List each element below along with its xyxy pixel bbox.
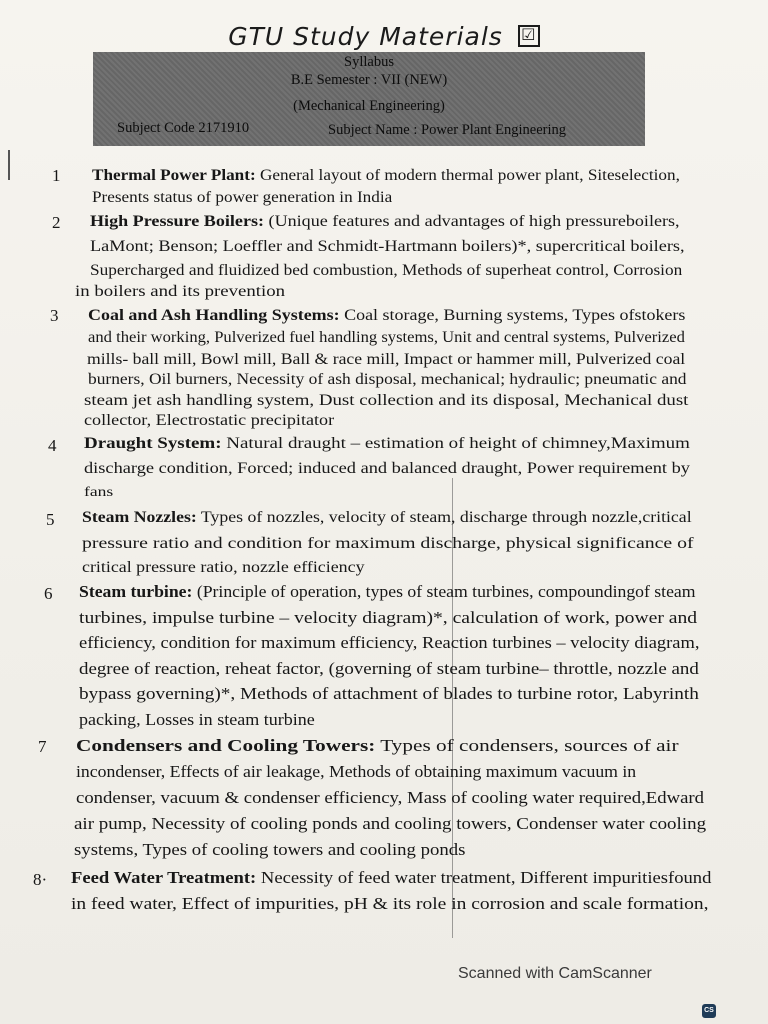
branch-line: (Mechanical Engineering) [293, 98, 445, 114]
item-title: Steam turbine: [79, 582, 193, 601]
item-number: 8· [33, 870, 48, 889]
item-description: Coal storage, Burning systems, Types ofstokers [339, 307, 686, 324]
subject-name: Subject Name : Power Plant Engineering [328, 122, 566, 138]
item-text-line [88, 308, 685, 324]
item-text-line: incondenser, Effects of air leakage, Methods of obtaining maximum vacuum in [76, 762, 637, 781]
item-number: 2 [52, 213, 61, 232]
semester-line: B.E Semester : VII (NEW) [290, 72, 448, 88]
item-description: Necessity of feed water treatment, Different impuritiesfound [256, 868, 712, 887]
item-description: Types of nozzles, velocity of steam, discharge through nozzle,critical [196, 509, 692, 526]
item-description: (Unique features and advantages of high pressureboilers, [264, 213, 680, 230]
item-text-line: discharge condition, Forced; induced and balanced draught, Power requirement by [84, 460, 690, 477]
item-number: 7 [38, 737, 47, 756]
item-text-line: mills- ball mill, Bowl mill, Ball & race mill, Impact or hammer mill, Pulverized coal [87, 351, 686, 368]
item-text-line [84, 436, 690, 452]
item-text-line: collector, Electrostatic precipitator [84, 412, 335, 429]
item-description: (Principle of operation, types of steam turbines, compoundingof steam [192, 582, 696, 601]
subject-code: Subject Code 2171910 [117, 120, 250, 136]
item-description: Natural draught – estimation of height of chimney,Maximum [221, 435, 690, 452]
item-title: Steam Nozzles: [82, 509, 197, 526]
handwritten-title-text: GTU Study Materials [228, 22, 503, 51]
item-text-line: air pump, Necessity of cooling ponds and cooling towers, Condenser water cooling [74, 814, 707, 833]
item-text-line [90, 214, 680, 230]
item-text-line: Presents status of power generation in India [92, 189, 393, 206]
item-number: 6 [44, 584, 53, 603]
item-title: High Pressure Boilers: [90, 213, 265, 230]
syllabus-label: Syllabus [344, 54, 394, 70]
item-number: 5 [46, 510, 55, 529]
item-text-line: in boilers and its prevention [75, 283, 286, 300]
item-text-line: degree of reaction, reheat factor, (governing of steam turbine– throttle, nozzle and [79, 659, 699, 678]
item-text-line: Supercharged and fluidized bed combustion, Methods of superheat control, Corrosion [90, 262, 683, 279]
item-number: 3 [50, 306, 59, 325]
item-text-line [76, 737, 679, 754]
checkbox-icon: ☑ [518, 25, 540, 47]
item-text-line: and their working, Pulverized fuel handling systems, Unit and central systems, Pulverized [88, 329, 685, 346]
item-text-line [82, 510, 692, 526]
item-title: Condensers and Cooling Towers: [76, 736, 376, 755]
item-description: General layout of modern thermal power plant, Siteselection, [255, 167, 680, 184]
item-text-line: burners, Oil burners, Necessity of ash disposal, mechanical; hydraulic; pneumatic and [88, 371, 687, 388]
item-text-line: packing, Losses in steam turbine [79, 710, 315, 729]
item-text-line [79, 584, 696, 601]
item-title: Thermal Power Plant: [92, 167, 256, 184]
item-text-line: efficiency, condition for maximum efficiency, Reaction turbines – velocity diagram, [79, 633, 700, 652]
item-text-line: in feed water, Effect of impurities, pH & its role in corrosion and scale formation, [71, 894, 709, 913]
item-title: Draught System: [84, 435, 222, 452]
item-text-line: LaMont; Benson; Loeffler and Schmidt-Hartmann boilers)*, supercritical boilers, [90, 238, 685, 255]
item-description: Types of condensers, sources of air [375, 736, 679, 755]
item-text-line: bypass governing)*, Methods of attachment of blades to turbine rotor, Labyrinth [79, 684, 699, 703]
item-number: 1 [52, 166, 61, 185]
item-text-line: steam jet ash handling system, Dust collection and its disposal, Mechanical dust [84, 392, 689, 409]
item-text-line: systems, Types of cooling towers and cooling ponds [74, 840, 466, 859]
item-text-line: pressure ratio and condition for maximum discharge, physical significance of [82, 535, 694, 552]
item-text-line [92, 168, 680, 184]
item-text-line: condenser, vacuum & condenser efficiency, Mass of cooling water required,Edward [76, 788, 705, 807]
item-text-line: fans [84, 485, 114, 500]
camscanner-watermark-text: Scanned with CamScanner [458, 965, 652, 982]
item-title: Coal and Ash Handling Systems: [88, 307, 340, 324]
camscanner-logo-icon: CS [702, 1004, 716, 1018]
item-title: Feed Water Treatment: [71, 868, 257, 887]
item-text-line: critical pressure ratio, nozzle efficiency [82, 559, 365, 576]
item-text-line: turbines, impulse turbine – velocity diagram)*, calculation of work, power and [79, 608, 698, 627]
item-text-line [71, 869, 711, 886]
item-number: 4 [48, 436, 57, 455]
